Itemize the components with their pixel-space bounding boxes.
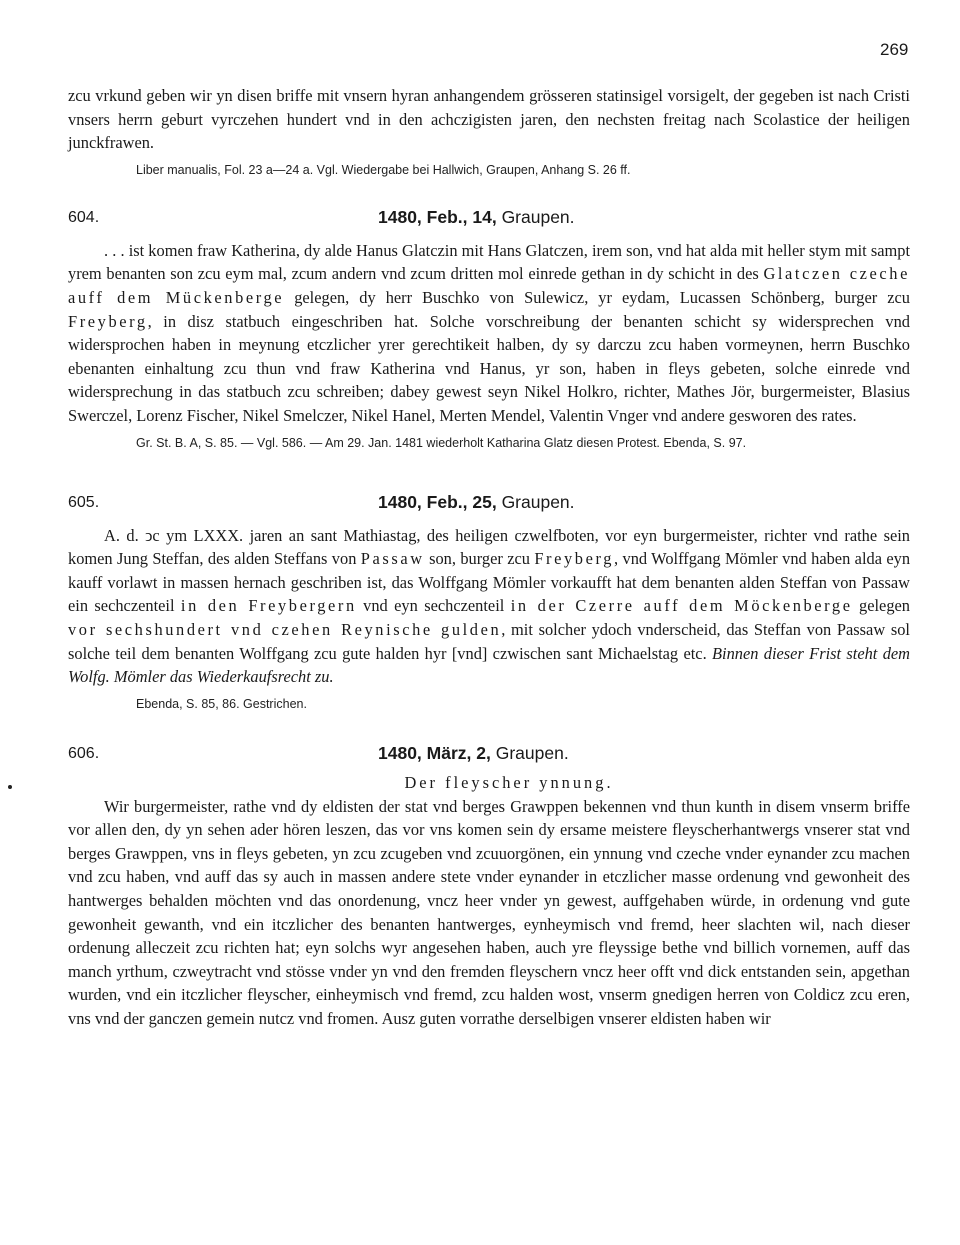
text-run: gelegen, dy herr Buschko von Sulewicz, yr eydam, Lucassen Schönberg, burger zcu bbox=[284, 287, 910, 307]
spaced-text: Glatczen czeche auff dem Mückenberge bbox=[68, 264, 910, 307]
intro-paragraph: zcu vrkund geben wir yn disen briffe mit vnsern hyran anhangendem grösseren statinsigel vorsigelt, der gegeben ist nach Cristi vnsers herrn geburt vyrczehen hundert vnd in den achczigisten jaren, den nechsten freitag nach Scolastice der heiligen junckfrawen. bbox=[68, 86, 910, 153]
entry-date bbox=[378, 492, 575, 513]
entry-605-heading bbox=[68, 490, 910, 520]
entry-604-source-note: Gr. St. B. A, S. 85. — Vgl. 586. — Am 29. Jan. 1481 wiederholt Katharina Glatz diesen Protest. Ebenda, S. 97. bbox=[136, 435, 747, 450]
entry-place: Graupen. bbox=[501, 206, 575, 227]
entry-date-bold: 1480, März, 2, bbox=[378, 742, 491, 763]
entry-604-text bbox=[68, 239, 910, 428]
text-run: , in disz statbuch eingeschriben hat. Solche vorschreibung der benanten schicht sy widersprechen vnd widersprochen haben in meynung etczlicher yrer gerechtikeit halben, dy sy darczu zcu haben vormeynen, herrn Buschko ebenanten einhaltung zcu thun vnd fraw Katherina vnd Hanus, yr son, haben in fleys gebeten, solche einrede vnd widersprechung in das statbuch zcu schreiben; dabey gewest seyn Nikel Holkro, richter, Mathes Jör, burgermeister, Blasius Swerczel, Lorenz Fischer, Nikel Smelczer, Nikel Hanel, Merten Mendel, Valentin Vnger vnd andere gesworen des rates. bbox=[68, 311, 910, 425]
page-content bbox=[68, 84, 910, 1031]
entry-606-subtitle: Der fleyscher ynnung. bbox=[404, 772, 614, 792]
italic-editorial-text: Binnen dieser Frist steht dem Wolfg. Mömler das Wiederkaufsrecht zu. bbox=[68, 643, 910, 687]
entry-date bbox=[378, 743, 569, 764]
spaced-text: Passaw bbox=[360, 549, 425, 569]
page-number: 269 bbox=[880, 40, 909, 59]
spaced-text: Freyberg bbox=[68, 311, 148, 331]
text-run: , vnd Wolffgang Mömler vnd haben alda eyn kauff vorlawt in massen hernach geschriben ist, das Wolffgang Mömler vorkaufft hat dem benanten alden Steffan von Passaw ein sechczenteil bbox=[68, 549, 911, 616]
entry-date bbox=[378, 207, 575, 228]
text-run: , mit solcher ydoch vnderscheid, das Steffan von Passaw sol solche teil dem benanten Wolffgang zcu gute halden hyr [vnd] czwischen sant Michaelstag etc. bbox=[68, 619, 910, 663]
entry-604-heading bbox=[68, 205, 910, 235]
entry-606-text: Wir burgermeister, rathe vnd dy eldisten der stat vnd berges Grawppen bekennen vnd thun kunth in disem vnserm briffe vor allen den, dy yn sehen ader hören leszen, das vor vns komen sein dy ersame meistere fleyscherhantwergs vnserer stat vnd berges Grawppen, vns in fleys gebeten, yn zcu zcugeben vnd zcuuorgönen, ein ynnung vnd czeche vnder eynander zcu machen vnd zcu haben, vnd auff das sy auch in massen andere stete vnder eynander in etczlicher masse ordenung vnd gewonheit des hantwerges behalden möchten vnd das onordenung, vncz heer vnder yn gewest, auffgehaben würde, in ordenung vnd gute gewonheit gewanth, vnd ein itczlicher des benanten hantwerges, eynheymisch vnd fremd, heer slachten wil, nach dieser ordenung alleczeit zcu richten hat; eyn solchs wyr angesehen haben, auch yre fleyssige bethe vnd billich vornemen, auff das manch yrthum, czweytracht vnd stösse vnder yn vnd den fremden fleyschern vncz heer offt vnd dick entstanden sein, apgethan wurden, vnd ein itczlicher fleyscher, einheymisch vnd fremd, zcu halden wost, vnserm gnedigen herren von Coldicz zcu eren, vns vnd der ganczen gemein nutcz vnd fromen. Ausz guten vorrathe derselbigen vnserer eldisten haben wir bbox=[68, 796, 910, 1029]
entry-place: Graupen. bbox=[495, 742, 569, 763]
entry-605-source-note: Ebenda, S. 85, 86. Gestrichen. bbox=[136, 696, 307, 711]
entry-date-bold: 1480, Feb., 14, bbox=[378, 206, 497, 227]
spaced-text: in den Freybergern bbox=[180, 596, 357, 616]
margin-dot bbox=[8, 785, 12, 789]
spaced-text: vor sechshundert vnd czehen Reynische gulden bbox=[68, 619, 502, 639]
text-run: A. d. ↄc ym LXXX. jaren an sant Mathiastag, des heiligen czwelfboten, vor eyn burgermeister, richter vnd rathe sein komen Jung Steffan, des alden Steffans von bbox=[68, 525, 910, 569]
entry-place: Graupen. bbox=[501, 491, 575, 512]
text-run: vnd eyn sechczenteil bbox=[356, 596, 511, 616]
entry-date-bold: 1480, Feb., 25, bbox=[378, 491, 497, 512]
entry-number: 604. bbox=[68, 208, 100, 226]
text-run: son, burger zcu bbox=[424, 549, 535, 569]
text-run: . . . ist komen fraw Katherina, dy alde Hanus Glatczin mit Hans Glatczen, irem son, vnd hat alda mit heller stym mit sampt yrem benanten son zcu eym mal, zcum andern vnd zcum dritten mol einrede gethan in dy schicht in des bbox=[68, 240, 910, 284]
entry-number: 605. bbox=[68, 493, 100, 511]
entry-606-heading bbox=[68, 741, 910, 771]
text-run: gelegen bbox=[852, 596, 910, 616]
entry-number: 606. bbox=[68, 744, 100, 762]
entry-605-text bbox=[68, 524, 910, 689]
spaced-text: in der Czerre auff dem Möckenberge bbox=[510, 596, 853, 616]
intro-source-note: Liber manualis, Fol. 23 a—24 a. Vgl. Wiedergabe bei Hallwich, Graupen, Anhang S. 26 ff. bbox=[136, 162, 631, 177]
spaced-text: Freyberg bbox=[534, 549, 615, 569]
